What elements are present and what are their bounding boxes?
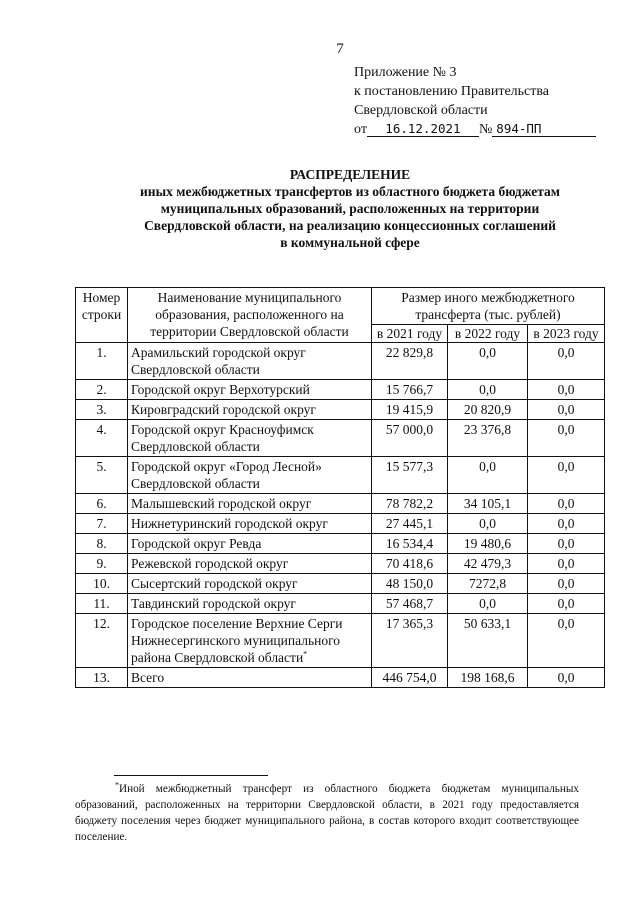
header-transfer-size: Размер иного межбюджетного трансферта (тыс. рублей) <box>372 288 605 325</box>
title-line-3: муниципальных образований, расположенных на территории <box>160 201 540 216</box>
row-number: 1. <box>76 343 128 380</box>
appendix-line-3: Свердловской области <box>354 103 488 118</box>
row-value-2022: 0,0 <box>448 457 528 494</box>
header-municipality: Наименование муниципального образования, расположенного на территории Свердловской области <box>128 288 372 343</box>
row-value-2022: 23 376,8 <box>448 420 528 457</box>
row-value-2021: 19 415,9 <box>372 400 448 420</box>
row-number: 6. <box>76 494 128 514</box>
row-number: 8. <box>76 534 128 554</box>
from-label: от <box>354 122 367 137</box>
row-number: 10. <box>76 574 128 594</box>
row-value-2021: 78 782,2 <box>372 494 448 514</box>
footnote-divider <box>114 775 268 776</box>
row-value-2021: 48 150,0 <box>372 574 448 594</box>
header-year-2021: в 2021 году <box>372 325 448 343</box>
row-value-2023: 0,0 <box>528 494 605 514</box>
row-municipality <box>128 614 372 668</box>
row-municipality: Сысертский городской округ <box>128 574 372 594</box>
row-municipality: Режевской городской округ <box>128 554 372 574</box>
header-year-2022: в 2022 году <box>448 325 528 343</box>
page-number: 7 <box>336 41 344 57</box>
row-value-2023: 0,0 <box>528 457 605 494</box>
row-number: 12. <box>76 614 128 668</box>
row-value-2022: 19 480,6 <box>448 534 528 554</box>
table-row <box>76 343 605 380</box>
table-row <box>76 400 605 420</box>
row-value-2022: 0,0 <box>448 514 528 534</box>
row-number: 4. <box>76 420 128 457</box>
row-municipality: Всего <box>128 668 372 688</box>
row-municipality: Городской округ «Город Лесной» Свердловской области <box>128 457 372 494</box>
row-value-2022: 34 105,1 <box>448 494 528 514</box>
row-number: 3. <box>76 400 128 420</box>
decree-number: 894-ПП <box>492 121 596 137</box>
row-value-2021: 70 418,6 <box>372 554 448 574</box>
row-value-2021: 15 577,3 <box>372 457 448 494</box>
row-value-2023: 0,0 <box>528 400 605 420</box>
row-value-2021: 16 534,4 <box>372 534 448 554</box>
transfer-table <box>75 287 605 688</box>
row-value-2021: 15 766,7 <box>372 380 448 400</box>
appendix-line-1: Приложение № 3 <box>354 65 457 80</box>
row-municipality: Нижнетуринский городской округ <box>128 514 372 534</box>
table-row <box>76 420 605 457</box>
footnote-text: Иной межбюджетный трансферт из областного бюджета бюджетам муниципальных образований, расположенных на территории Свердловской области, в 2021 году предоставляется бюджету поселения через бюджет муниципального района, в состав которого входит соответствующее поселение. <box>75 783 579 843</box>
decree-date: 16.12.2021 <box>367 121 479 137</box>
row-number: 7. <box>76 514 128 534</box>
footnote-reference: * <box>303 649 308 659</box>
row-value-2021: 27 445,1 <box>372 514 448 534</box>
row-value-2023: 0,0 <box>528 594 605 614</box>
row-value-2021: 57 468,7 <box>372 594 448 614</box>
row-value-2023: 0,0 <box>528 668 605 688</box>
row-value-2022: 0,0 <box>448 380 528 400</box>
table-row <box>76 380 605 400</box>
table-row <box>76 668 605 688</box>
row-value-2022: 0,0 <box>448 343 528 380</box>
table-row <box>76 534 605 554</box>
table-row <box>76 457 605 494</box>
header-row-number: Номер строки <box>76 288 128 343</box>
row-value-2022: 42 479,3 <box>448 554 528 574</box>
title-line-5: в коммунальной сфере <box>280 235 420 250</box>
row-value-2023: 0,0 <box>528 420 605 457</box>
row-municipality-text: Городское поселение Верхние Серги Нижнесергинского муниципального района Свердловской области <box>131 616 343 665</box>
row-municipality: Тавдинский городской округ <box>128 594 372 614</box>
row-municipality: Кировградский городской округ <box>128 400 372 420</box>
row-value-2023: 0,0 <box>528 614 605 668</box>
row-municipality: Арамильский городской округ Свердловской области <box>128 343 372 380</box>
number-label: № <box>478 122 493 137</box>
footnote-mark: * <box>115 780 119 790</box>
appendix-block <box>354 63 596 139</box>
appendix-date-line <box>354 120 596 139</box>
document-title <box>60 166 640 251</box>
row-value-2021: 446 754,0 <box>372 668 448 688</box>
row-number: 2. <box>76 380 128 400</box>
row-value-2022: 20 820,9 <box>448 400 528 420</box>
row-value-2023: 0,0 <box>528 534 605 554</box>
row-number: 9. <box>76 554 128 574</box>
table-body <box>76 343 605 688</box>
table-row <box>76 614 605 668</box>
row-number: 13. <box>76 668 128 688</box>
row-municipality: Городской округ Красноуфимск Свердловской области <box>128 420 372 457</box>
row-value-2023: 0,0 <box>528 380 605 400</box>
row-municipality: Городской округ Верхотурский <box>128 380 372 400</box>
row-value-2021: 17 365,3 <box>372 614 448 668</box>
table-row <box>76 494 605 514</box>
row-value-2023: 0,0 <box>528 514 605 534</box>
header-year-2023: в 2023 году <box>528 325 605 343</box>
title-line-4: Свердловской области, на реализацию концессионных соглашений <box>144 218 556 233</box>
appendix-line-2: к постановлению Правительства <box>354 84 550 99</box>
table-row <box>76 574 605 594</box>
title-line-1: РАСПРЕДЕЛЕНИЕ <box>289 167 411 182</box>
table-row <box>76 594 605 614</box>
row-municipality: Малышевский городской округ <box>128 494 372 514</box>
row-municipality: Городской округ Ревда <box>128 534 372 554</box>
row-value-2022: 50 633,1 <box>448 614 528 668</box>
row-value-2021: 22 829,8 <box>372 343 448 380</box>
row-value-2022: 7272,8 <box>448 574 528 594</box>
row-number: 5. <box>76 457 128 494</box>
table-row <box>76 514 605 534</box>
table-row <box>76 554 605 574</box>
row-value-2022: 198 168,6 <box>448 668 528 688</box>
footnote <box>75 781 579 845</box>
row-value-2021: 57 000,0 <box>372 420 448 457</box>
row-number: 11. <box>76 594 128 614</box>
title-line-2: иных межбюджетных трансфертов из областного бюджета бюджетам <box>140 184 560 199</box>
row-value-2022: 0,0 <box>448 594 528 614</box>
row-value-2023: 0,0 <box>528 554 605 574</box>
row-value-2023: 0,0 <box>528 574 605 594</box>
row-value-2023: 0,0 <box>528 343 605 380</box>
